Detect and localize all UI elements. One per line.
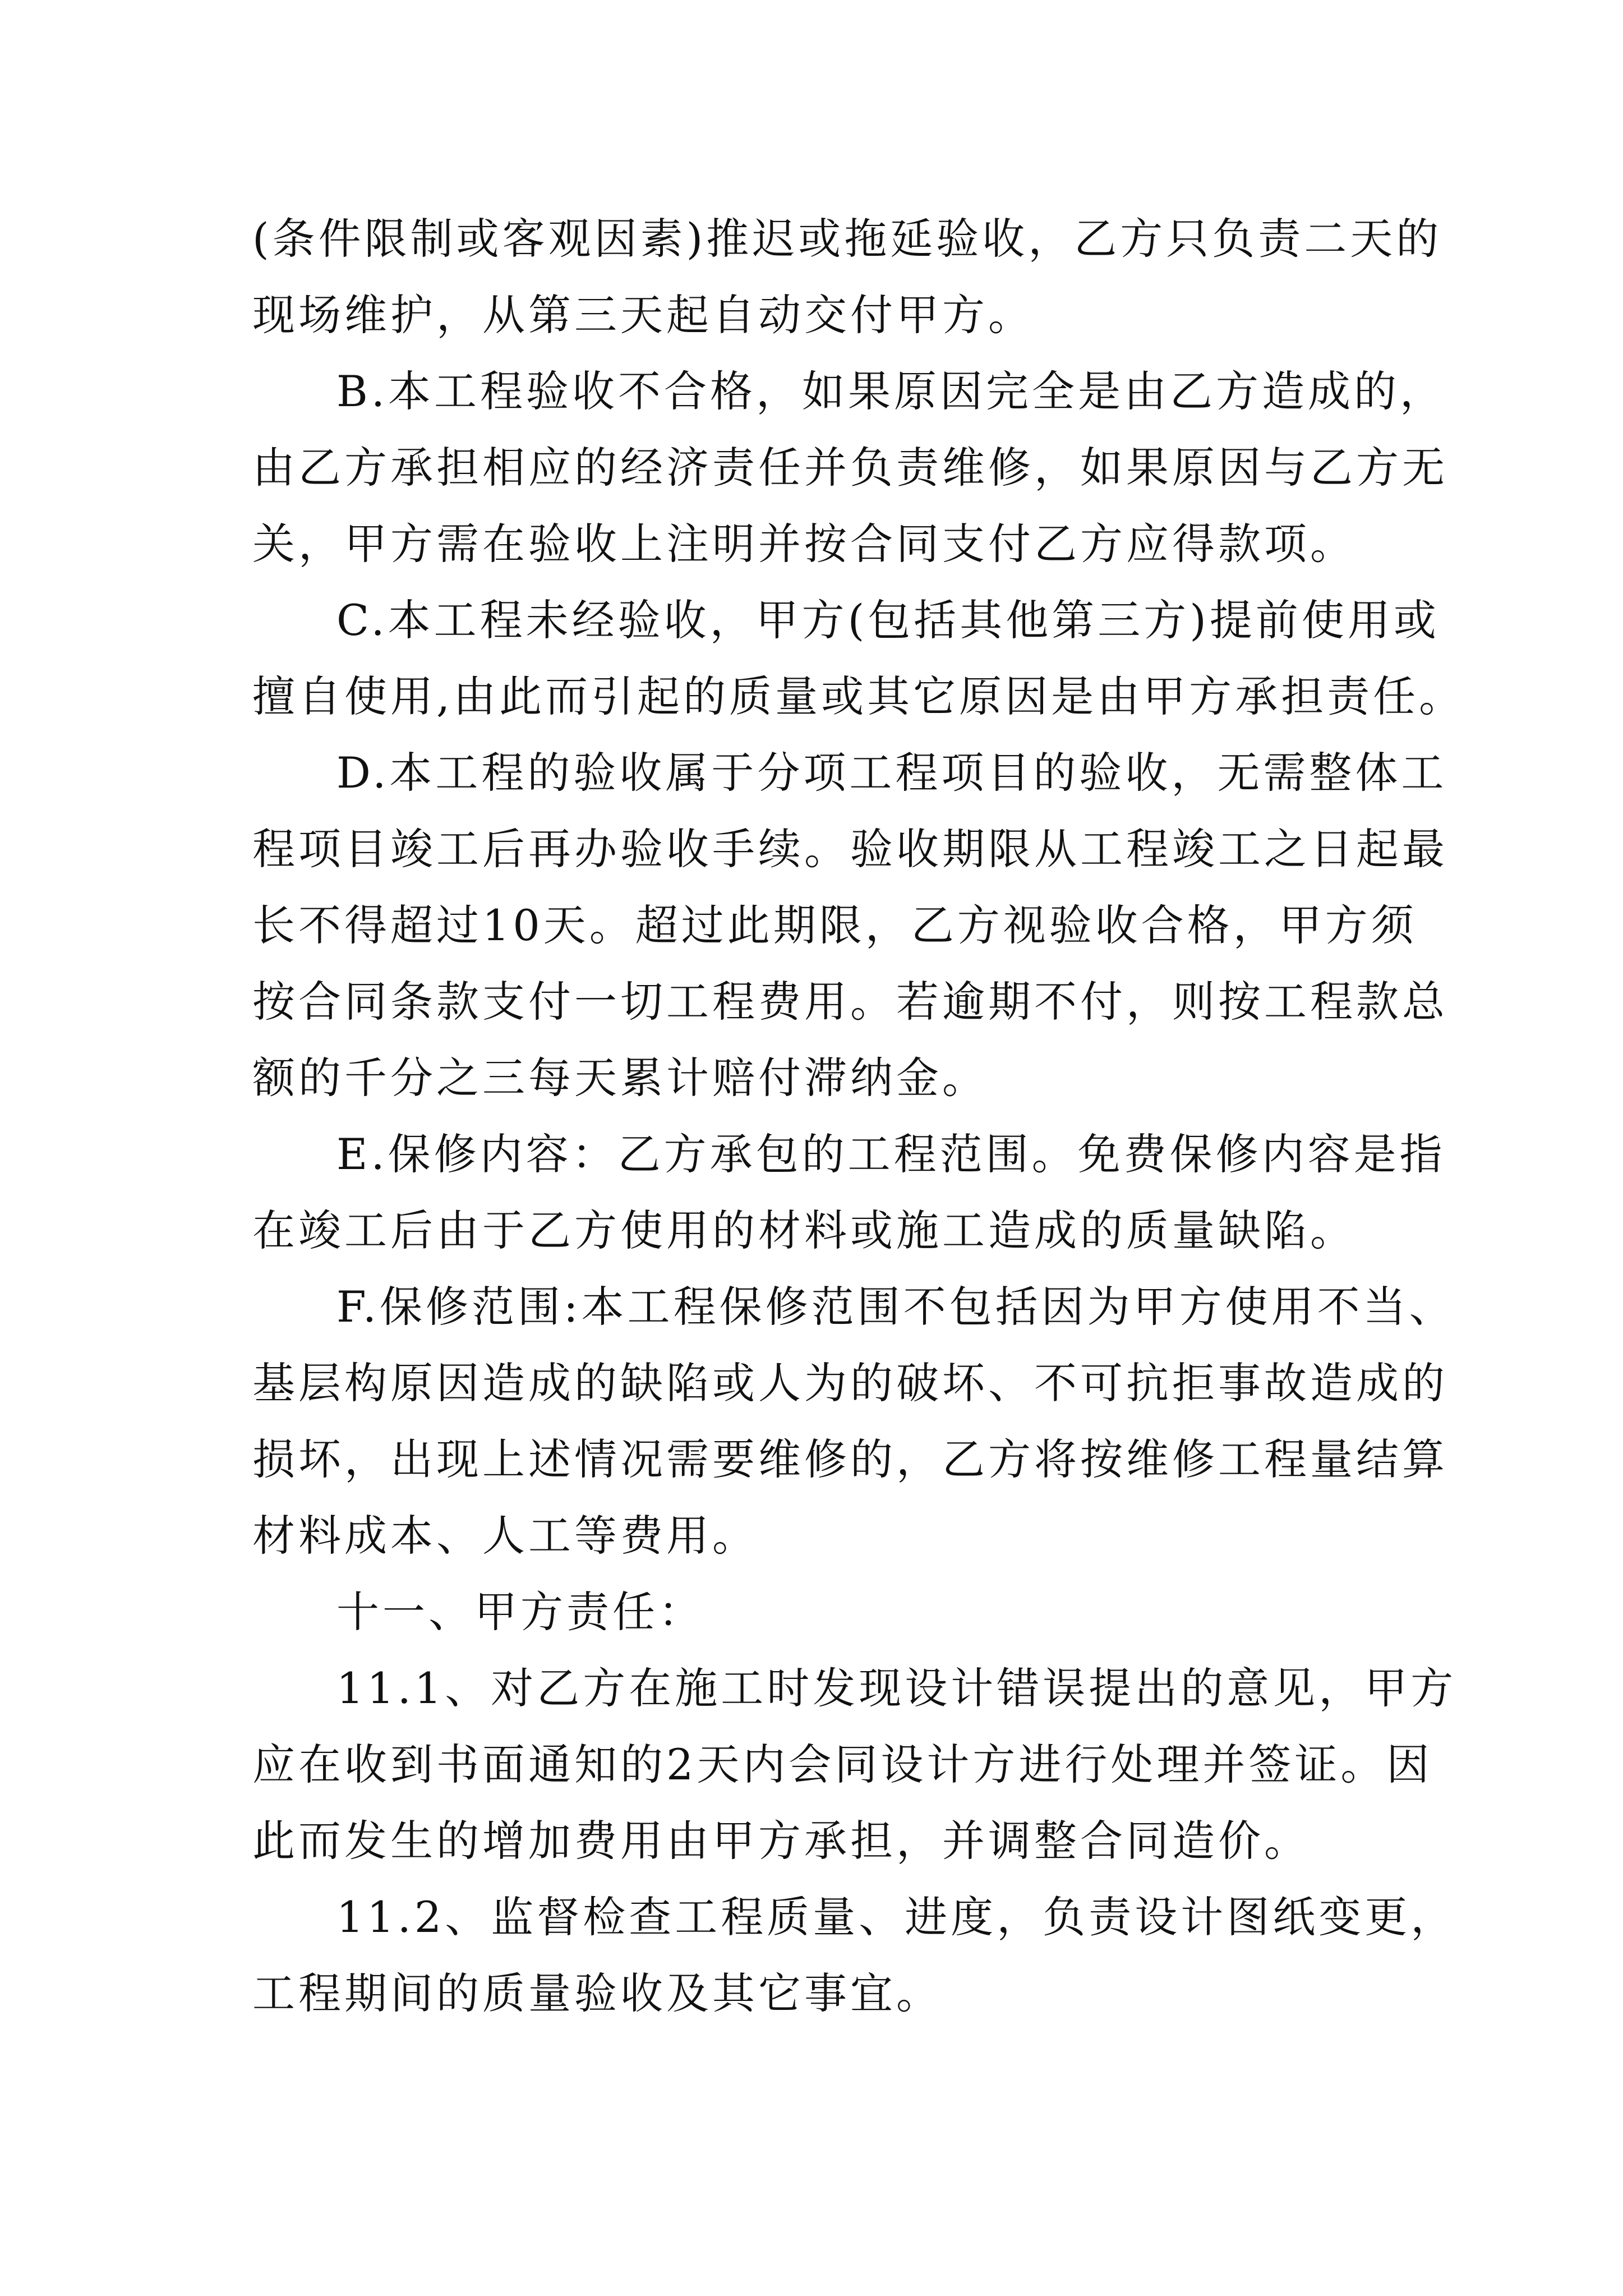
text-line: (条件限制或客观因素)推迟或拖延验收，乙方只负责二天的 bbox=[252, 214, 1442, 264]
section-heading: 十一、甲方责任： bbox=[336, 1587, 704, 1637]
text-line: 按合同条款支付一切工程费用。若逾期不付，则按工程款总 bbox=[252, 977, 1448, 1027]
clause-11-2: 11.2、监督检查工程质量、进度，负责设计图纸变更， bbox=[336, 1892, 1457, 1942]
paragraph-b: B.本工程验收不合格，如果原因完全是由乙方造成的， bbox=[336, 366, 1446, 416]
text-line: 关，甲方需在验收上注明并按合同支付乙方应得款项。 bbox=[252, 519, 1356, 569]
clause-11-1: 11.1、对乙方在施工时发现设计错误提出的意见，甲方 bbox=[336, 1663, 1457, 1713]
text-line: 材料成本、人工等费用。 bbox=[252, 1511, 758, 1561]
text-line: 此而发生的增加费用由甲方承担，并调整合同造价。 bbox=[252, 1816, 1310, 1866]
text-line: 由乙方承担相应的经济责任并负责维修，如果原因与乙方无 bbox=[252, 443, 1448, 493]
text-line: 在竣工后由于乙方使用的材料或施工造成的质量缺陷。 bbox=[252, 1205, 1356, 1255]
paragraph-d: D.本工程的验收属于分项工程项目的验收，无需整体工 bbox=[336, 748, 1447, 798]
text-line: 现场维护，从第三天起自动交付甲方。 bbox=[252, 290, 1034, 340]
text-line: 擅自使用,由此而引起的质量或其它原因是由甲方承担责任。 bbox=[252, 671, 1465, 721]
paragraph-f: F.保修范围:本工程保修范围不包括因为甲方使用不当、 bbox=[336, 1282, 1455, 1332]
text-line: 基层构原因造成的缺陷或人为的破坏、不可抗拒事故造成的 bbox=[252, 1358, 1448, 1408]
text-line: 损坏，出现上述情况需要维修的，乙方将按维修工程量结算 bbox=[252, 1434, 1448, 1484]
paragraph-c: C.本工程未经验收，甲方(包括其他第三方)提前使用或 bbox=[336, 595, 1440, 645]
text-line: 额的千分之三每天累计赔付滞纳金。 bbox=[252, 1053, 988, 1103]
text-line: 应在收到书面通知的2天内会同设计方进行处理并签证。因 bbox=[252, 1740, 1433, 1789]
text-line: 长不得超过10天。超过此期限，乙方视验收合格，甲方须 bbox=[252, 900, 1417, 950]
text-line: 工程期间的质量验收及其它事宜。 bbox=[252, 1968, 942, 2018]
paragraph-e: E.保修内容：乙方承包的工程范围。免费保修内容是指 bbox=[336, 1129, 1446, 1179]
text-line: 程项目竣工后再办验收手续。验收期限从工程竣工之日起最 bbox=[252, 824, 1448, 874]
